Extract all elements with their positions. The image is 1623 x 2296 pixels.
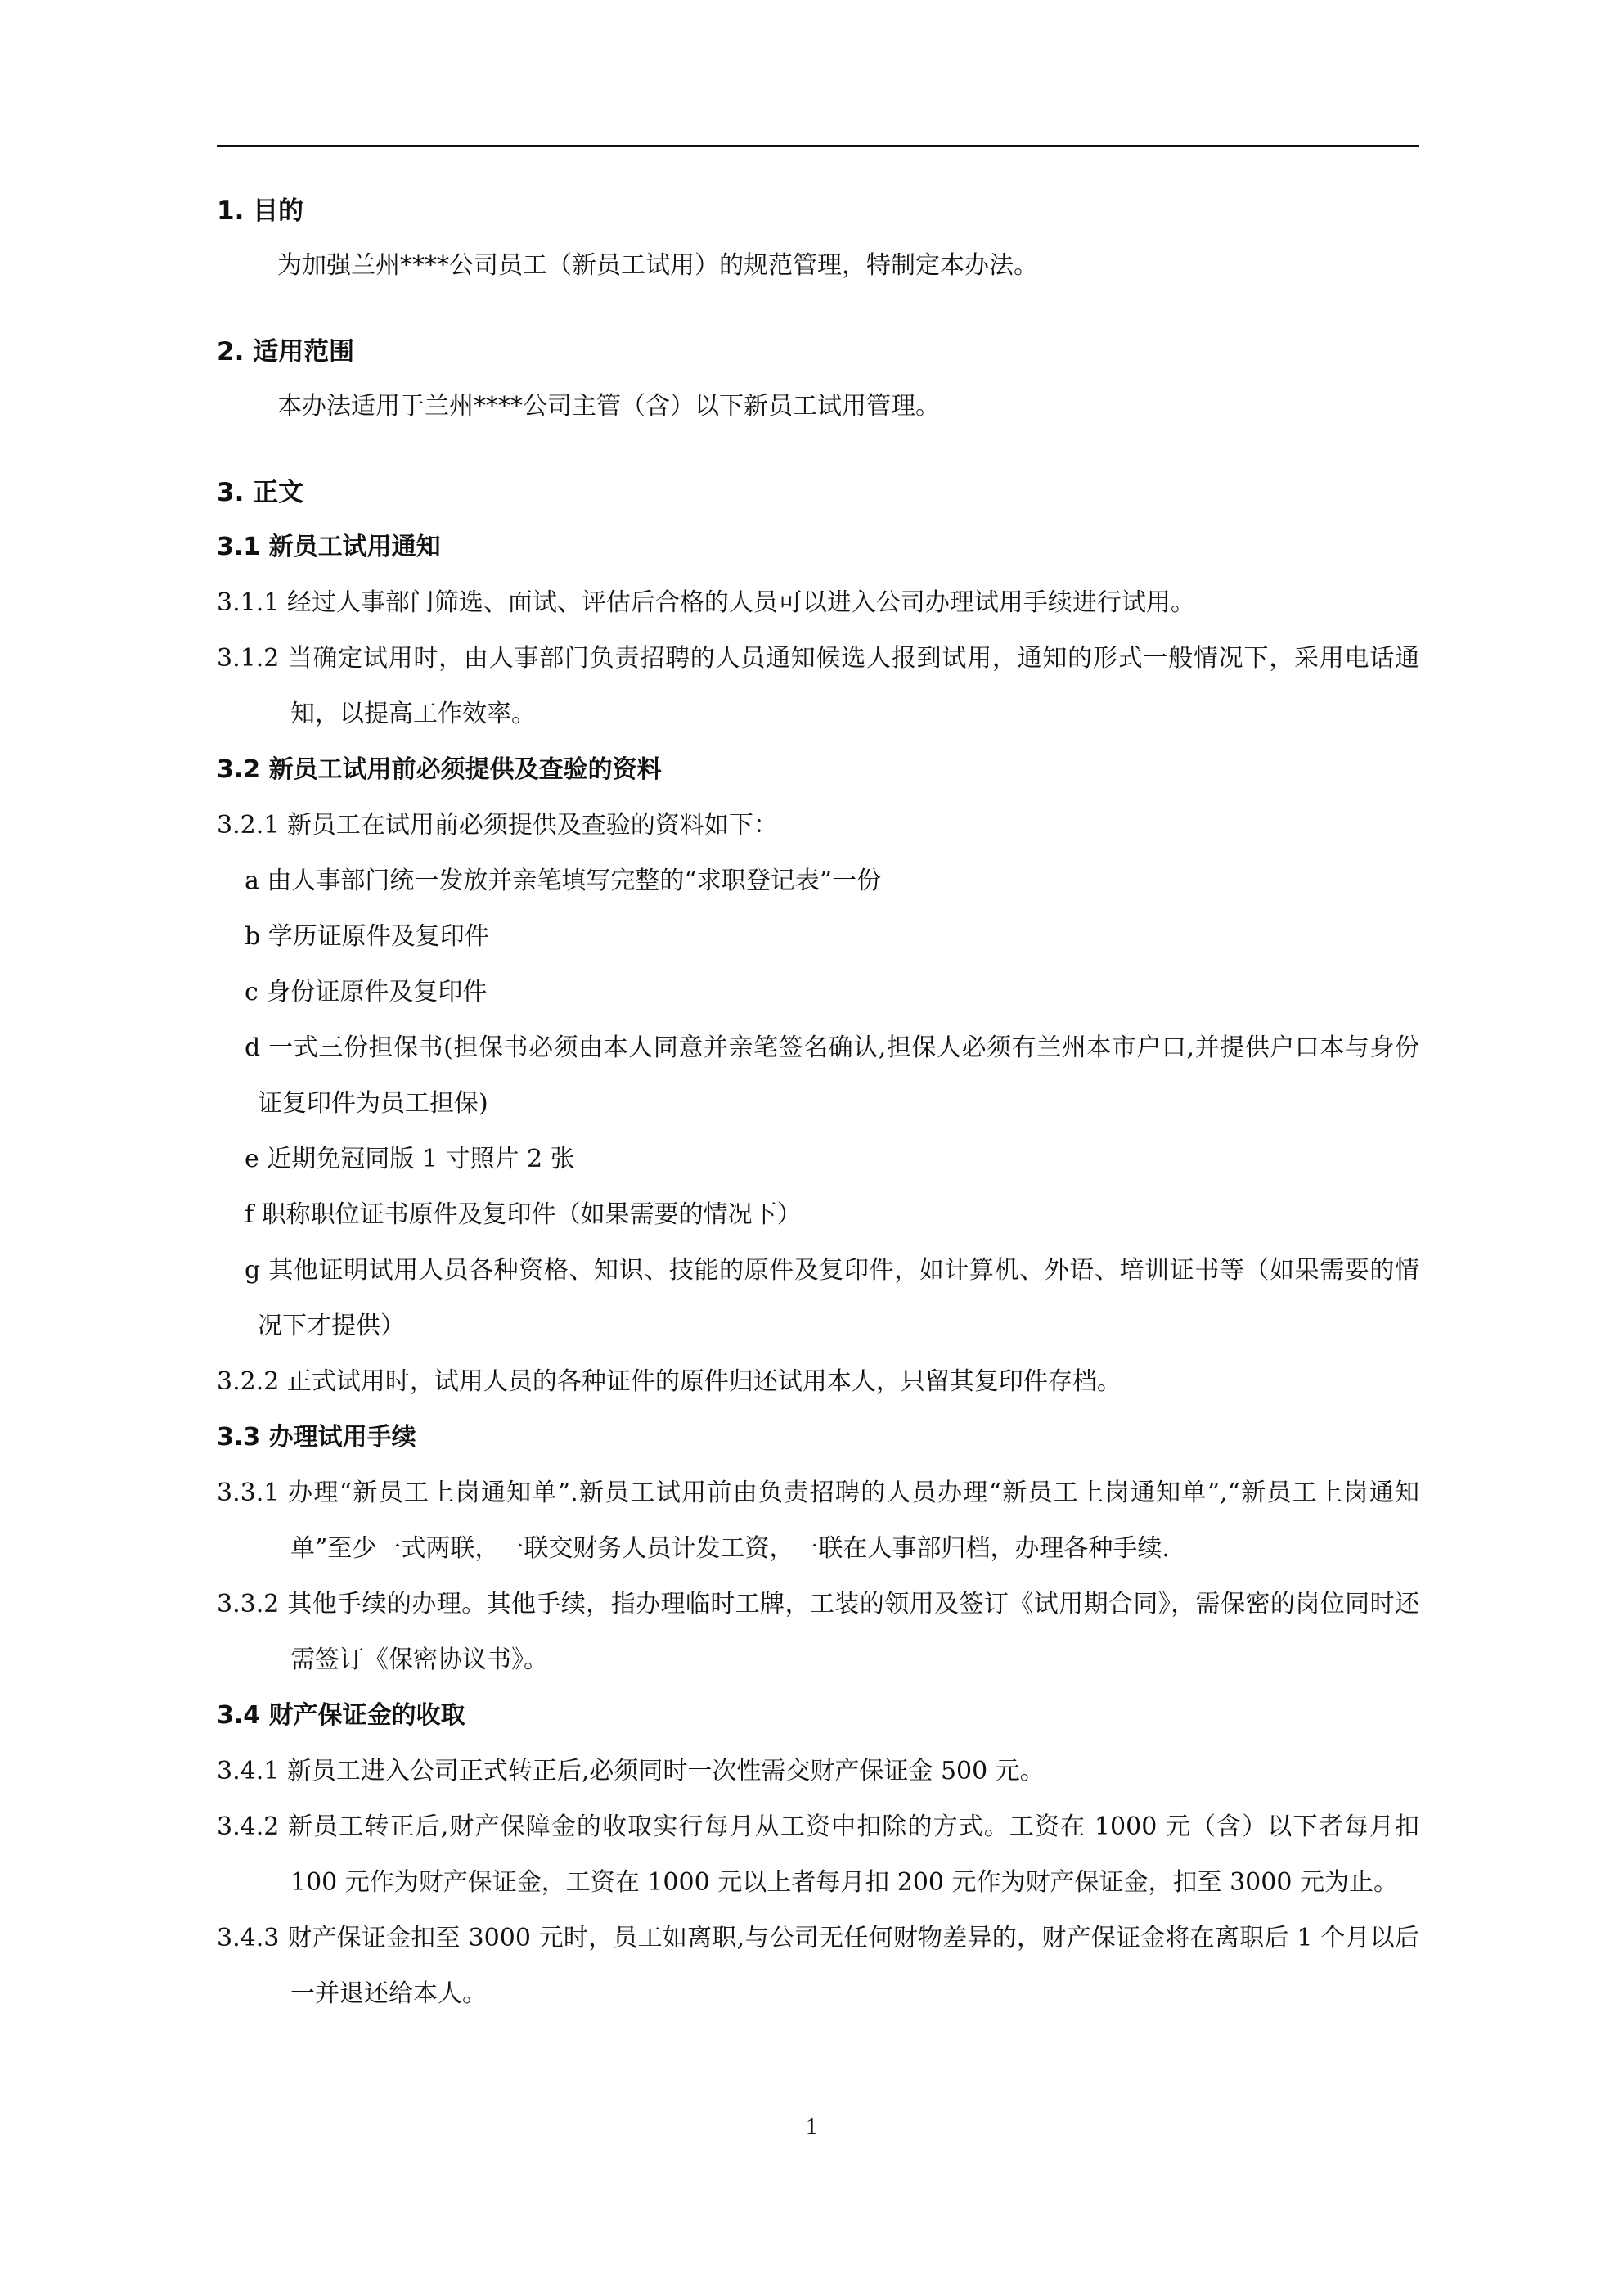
clause-3-2-2: 3.2.2 正式试用时，试用人员的各种证件的原件归还试用本人，只留其复印件存档。: [217, 1367, 1122, 1396]
purpose-text: 为加强兰州****公司员工（新员工试用）的规范管理，特制定本办法。: [277, 251, 1038, 280]
clause-3-1-1: 3.1.1 经过人事部门筛选、面试、评估后合格的人员可以进入公司办理试用手续进行试用。: [217, 588, 1195, 617]
section-title-scope: 2. 适用范围: [217, 337, 355, 367]
list-item-f: f 职称职位证书原件及复印件（如果需要的情况下）: [245, 1200, 802, 1229]
section-gap: [217, 434, 1419, 466]
clause-3-1-2: 3.1.2 当确定试用时，由人事部门负责招聘的人员通知候选人报到试用，通知的形式一般情况下，采用电话通知，以提高工作效率。: [217, 644, 1419, 728]
section-title-purpose: 1. 目的: [217, 196, 304, 226]
section-gap: [217, 294, 1419, 325]
clause-3-2-1: 3.2.1 新员工在试用前必须提供及查验的资料如下：: [217, 811, 778, 840]
list-item-g: g 其他证明试用人员各种资格、知识、技能的原件及复印件，如计算机、外语、培训证书等（如果需要的情况下才提供）: [245, 1256, 1419, 1340]
subsection-title-3-1: 3.1 新员工试用通知: [217, 533, 441, 561]
header-rule: [217, 145, 1419, 147]
clause-3-4-3: 3.4.3 财产保证金扣至 3000 元时，员工如离职,与公司无任何财物差异的，财产保证金将在离职后 1 个月以后一并退还给本人。: [217, 1924, 1419, 2008]
clause-3-3-2: 3.3.2 其他手续的办理。其他手续，指办理临时工牌，工装的领用及签订《试用期合同》，需保密的岗位同时还需签订《保密协议书》。: [217, 1590, 1419, 1674]
list-item-b: b 学历证原件及复印件: [245, 922, 489, 951]
list-item-a: a 由人事部门统一发放并亲笔填写完整的“求职登记表”一份: [245, 867, 882, 895]
page-number: 1: [806, 2114, 817, 2140]
list-item-e: e 近期免冠同版 1 寸照片 2 张: [245, 1145, 575, 1173]
subsection-title-3-2: 3.2 新员工试用前必须提供及查验的资料: [217, 755, 662, 784]
section-title-body: 3. 正文: [217, 478, 304, 507]
subsection-title-3-3: 3.3 办理试用手续: [217, 1423, 416, 1452]
list-item-c: c 身份证原件及复印件: [245, 978, 488, 1006]
scope-text: 本办法适用于兰州****公司主管（含）以下新员工试用管理。: [277, 392, 940, 421]
clause-3-4-2: 3.4.2 新员工转正后,财产保障金的收取实行每月从工资中扣除的方式。工资在 1000 元（含）以下者每月扣 100 元作为财产保证金，工资在 1000 元以上者每月扣 200 元作为财产保证金，扣至 3000 元为止。: [217, 1812, 1419, 1897]
clause-3-3-1: 3.3.1 办理“新员工上岗通知单”.新员工试用前由负责招聘的人员办理“新员工上岗通知单”,“新员工上岗通知单”至少一式两联，一联交财务人员计发工资，一联在人事部归档，办理各种手续.: [217, 1479, 1419, 1563]
list-item-d: d 一式三份担保书(担保书必须由本人同意并亲笔签名确认,担保人必须有兰州本市户口,并提供户口本与身份证复印件为员工担保): [245, 1033, 1419, 1118]
subsection-title-3-4: 3.4 财产保证金的收取: [217, 1701, 465, 1730]
document-body: [217, 184, 1419, 2022]
clause-3-4-1: 3.4.1 新员工进入公司正式转正后,必须同时一次性需交财产保证金 500 元。: [217, 1757, 1045, 1785]
